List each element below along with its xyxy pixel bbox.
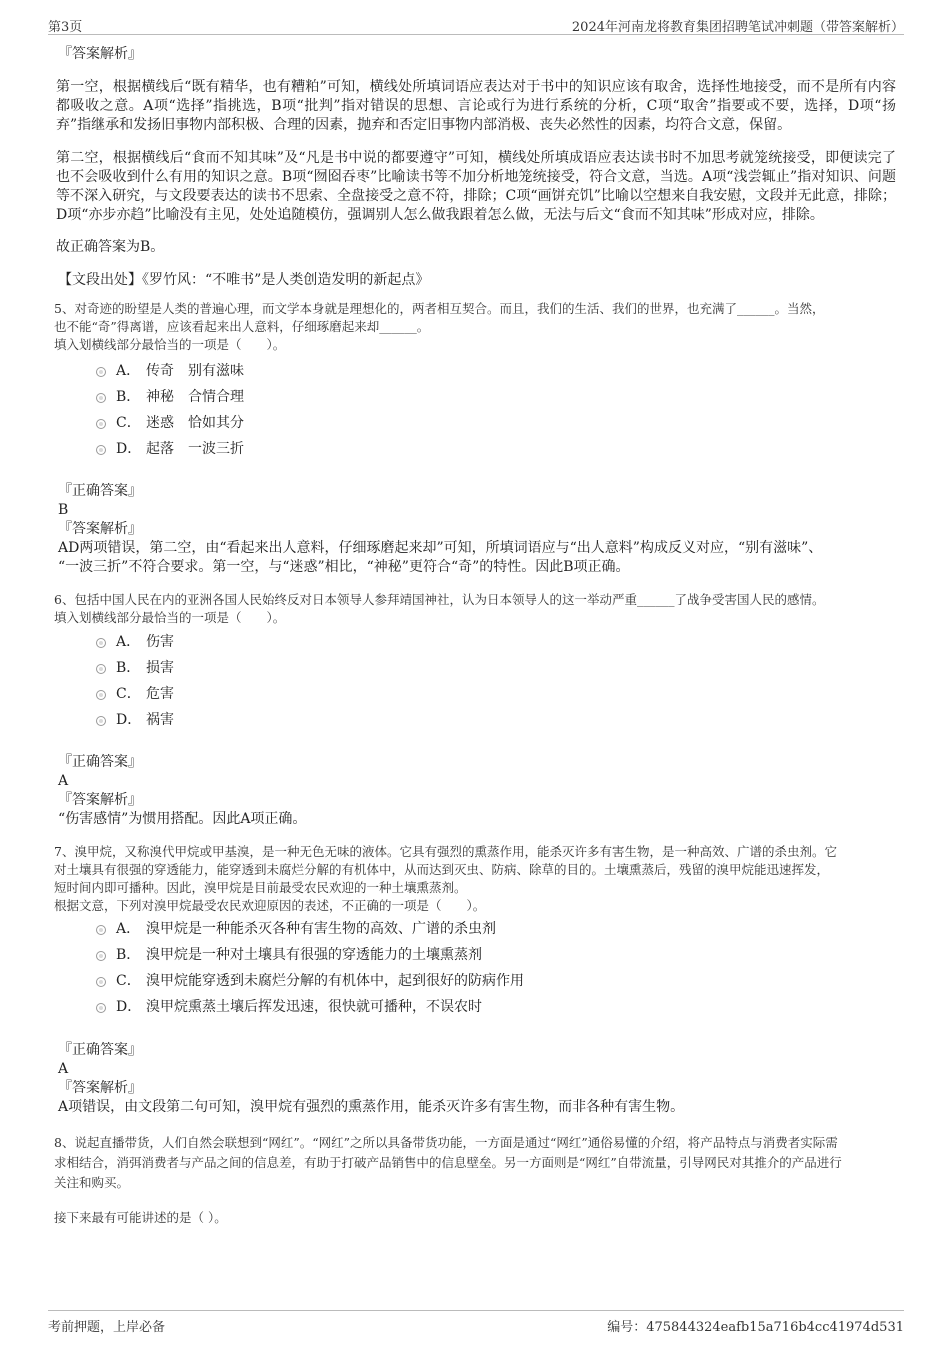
radio-icon[interactable] (96, 951, 106, 961)
option-letter: B． (116, 660, 141, 676)
radio-icon[interactable] (96, 393, 106, 403)
page-footer (48, 1310, 904, 1335)
q5-option-d[interactable] (96, 436, 896, 462)
q4-source: 【文段出处】《罗竹风：“不唯书”是人类创造发明的新起点》 (58, 272, 430, 288)
footer-slogan: 考前押题，上岸必备 (48, 1320, 166, 1335)
q5-prompt: 填入划横线部分最恰当的一项是（ ）。 (54, 337, 286, 352)
q6-prompt: 填入划横线部分最恰当的一项是（ ）。 (54, 610, 286, 625)
option-letter: D． (116, 441, 142, 457)
option-letter: C． (116, 686, 141, 702)
radio-icon[interactable] (96, 925, 106, 935)
q7-option-d[interactable] (96, 994, 896, 1020)
q6-analysis-line-1: “伤害感情”为惯用搭配。因此A项正确。 (58, 811, 307, 827)
q5-analysis-label: 『答案解析』 (58, 521, 142, 537)
question-6 (56, 591, 896, 829)
page-number: 第3页 (48, 20, 83, 35)
q7-correct-answer: A (58, 1061, 69, 1077)
option-text: 伤害 (146, 634, 174, 650)
option-letter: A． (116, 634, 141, 650)
q6-option-a[interactable] (96, 629, 896, 655)
q7-correct-answer-label: 『正确答案』 (58, 1042, 142, 1058)
option-text: 传奇 别有滋味 (146, 363, 244, 379)
option-text: 溴甲烷熏蒸土壤后挥发迅速，很快就可播种，不误农时 (146, 999, 482, 1015)
radio-icon[interactable] (96, 638, 106, 648)
radio-icon[interactable] (96, 1003, 106, 1013)
q7-option-b[interactable] (96, 942, 896, 968)
q6-option-c[interactable] (96, 681, 896, 707)
q7-analysis-line-1: A项错误，由文段第二句可知，溴甲烷有强烈的熏蒸作用，能杀灭许多有害生物，而非各种有害生物。 (58, 1099, 685, 1115)
q8-stem-line-3: 关注和购买。 (54, 1175, 130, 1190)
option-letter: A． (116, 363, 141, 379)
q6-stem-line-1: 6、包括中国人民在内的亚洲各国人民始终反对日本领导人参拜靖国神社，认为日本领导人的这一举动严重______了战争受害国人民的感情。 (54, 592, 825, 607)
option-text: 溴甲烷能穿透到未腐烂分解的有机体中，起到很好的防病作用 (146, 973, 524, 989)
option-letter: D． (116, 999, 142, 1015)
option-letter: C． (116, 415, 141, 431)
q5-option-b[interactable] (96, 384, 896, 410)
q8-prompt: 接下来最有可能讲述的是（ ）。 (54, 1210, 227, 1225)
q7-option-a[interactable] (96, 916, 896, 942)
q7-stem-line-3: 短时间内即可播种。因此，溴甲烷是目前最受农民欢迎的一种土壤熏蒸剂。 (54, 880, 467, 895)
option-letter: B． (116, 389, 141, 405)
q4-answer-statement: 故正确答案为B。 (56, 239, 165, 255)
q8-stem (54, 1133, 896, 1228)
q6-option-d[interactable] (96, 707, 896, 733)
q4-analysis (56, 44, 896, 290)
option-text: 危害 (146, 686, 174, 702)
q5-correct-answer: B (58, 502, 69, 518)
q4-analysis-para-2: 第二空，根据横线后“食而不知其味”及“凡是书中说的都要遵守”可知，横线处所填成语应表达读书时不加思考就笼统接受，即便读完了也不会吸收到什么有用的知识之意。B项“囫囵吞枣”比喻读书等不加分析地笼统接受，符合文意，当选。A项“浅尝辄止”指对知识、问题等不深入研究，与文段要表达的读书不思索、全盘接受之意不符，排除；C项“画饼充饥”比喻以空想来自我安慰，文段并无此意，排除；D项“亦步亦趋”比喻没有主见，处处追随模仿，强调别人怎么做我跟着怎么做，无法与后文“食而不知其味”形成对应，排除。 (56, 150, 896, 223)
q5-option-a[interactable] (96, 358, 896, 384)
q7-options (96, 916, 896, 1020)
q5-stem-line-1: 5、对奇迹的盼望是人类的普遍心理，而文学本身就是理想化的，两者相互契合。而且，我们的生活、我们的世界，也充满了______。当然， (54, 301, 825, 316)
page-header (48, 14, 904, 35)
q7-stem (54, 843, 896, 915)
option-letter: B． (116, 947, 141, 963)
page-content (56, 44, 896, 1228)
option-text: 溴甲烷是一种对土壤具有很强的穿透能力的土壤熏蒸剂 (146, 947, 482, 963)
q5-stem (54, 300, 896, 354)
q7-stem-line-2: 对土壤具有很强的穿透能力，能穿透到未腐烂分解的有机体中，从而达到灭虫、防病、除草的目的。土壤熏蒸后，残留的溴甲烷能迅速挥发， (54, 862, 830, 877)
q8-stem-line-2: 求相结合，消弭消费者与产品之间的信息差，有助于打破产品销售中的信息壁垒。另一方面则是“网红”自带流量，引导网民对其推介的产品进行 (54, 1155, 842, 1170)
option-text: 溴甲烷是一种能杀灭各种有害生物的高效、广谱的杀虫剂 (146, 921, 496, 937)
q5-analysis-line-2: “一波三折”不符合要求。第一空，与“迷惑”相比，“神秘”更符合“奇”的特性。因此B项正确。 (58, 559, 630, 575)
question-5 (56, 300, 896, 577)
q6-correct-answer-label: 『正确答案』 (58, 754, 142, 770)
option-text: 神秘 合情合理 (146, 389, 244, 405)
q6-analysis-label: 『答案解析』 (58, 792, 142, 808)
q6-options (96, 629, 896, 733)
q6-stem (54, 591, 896, 627)
q7-stem-line-1: 7、溴甲烷，又称溴代甲烷或甲基溴，是一种无色无味的液体。它具有强烈的熏蒸作用，能杀灭许多有害生物，是一种高效、广谱的杀虫剂。它 (54, 844, 837, 859)
option-text: 祸害 (146, 712, 174, 728)
q5-stem-line-2: 也不能“奇”得离谱，应该看起来出人意料，仔细琢磨起来却______。 (54, 319, 430, 334)
radio-icon[interactable] (96, 977, 106, 987)
option-text: 损害 (146, 660, 174, 676)
option-letter: A． (116, 921, 141, 937)
question-7 (56, 843, 896, 1117)
q4-analysis-label: 『答案解析』 (58, 46, 142, 62)
option-letter: D． (116, 712, 142, 728)
document-title: 2024年河南龙将教育集团招聘笔试冲刺题（带答案解析） (571, 20, 904, 35)
q5-analysis-line-1: AD两项错误，第二空，由“看起来出人意料，仔细琢磨起来却”可知，所填词语应与“出人意料”构成反义对应，“别有滋味”、 (58, 540, 823, 556)
radio-icon[interactable] (96, 716, 106, 726)
q7-prompt: 根据文意，下列对溴甲烷最受农民欢迎原因的表述，不正确的一项是（ ）。 (54, 898, 486, 913)
q5-correct-answer-label: 『正确答案』 (58, 483, 142, 499)
radio-icon[interactable] (96, 664, 106, 674)
radio-icon[interactable] (96, 445, 106, 455)
q4-analysis-para-1: 第一空，根据横线后“既有精华，也有糟粕”可知，横线处所填词语应表达对于书中的知识应该有取舍，选择性地接受，而不是所有内容都吸收之意。A项“选择”指挑选，B项“批判”指对错误的思想、言论或行为进行系统的分析，C项“取舍”指要或不要，选择，D项“扬弃”指继承和发扬旧事物内部积极、合理的因素，抛弃和否定旧事物内部消极、丧失必然性的因素，均符合文意，保留。 (56, 79, 896, 133)
option-letter: C． (116, 973, 141, 989)
q7-option-c[interactable] (96, 968, 896, 994)
q6-option-b[interactable] (96, 655, 896, 681)
radio-icon[interactable] (96, 419, 106, 429)
option-text: 迷惑 恰如其分 (146, 415, 244, 431)
footer-document-id: 编号：475844324eafb15a716b4cc41974d531 (607, 1320, 904, 1335)
radio-icon[interactable] (96, 367, 106, 377)
option-text: 起落 一波三折 (146, 441, 244, 457)
radio-icon[interactable] (96, 690, 106, 700)
q5-option-c[interactable] (96, 410, 896, 436)
question-8 (56, 1133, 896, 1228)
q8-stem-line-1: 8、说起直播带货，人们自然会联想到“网红”。“网红”之所以具备带货功能，一方面是通过“网红”通俗易懂的介绍，将产品特点与消费者实际需 (54, 1135, 838, 1150)
q5-options (96, 358, 896, 462)
q7-analysis-label: 『答案解析』 (58, 1080, 142, 1096)
q6-correct-answer: A (58, 773, 69, 789)
